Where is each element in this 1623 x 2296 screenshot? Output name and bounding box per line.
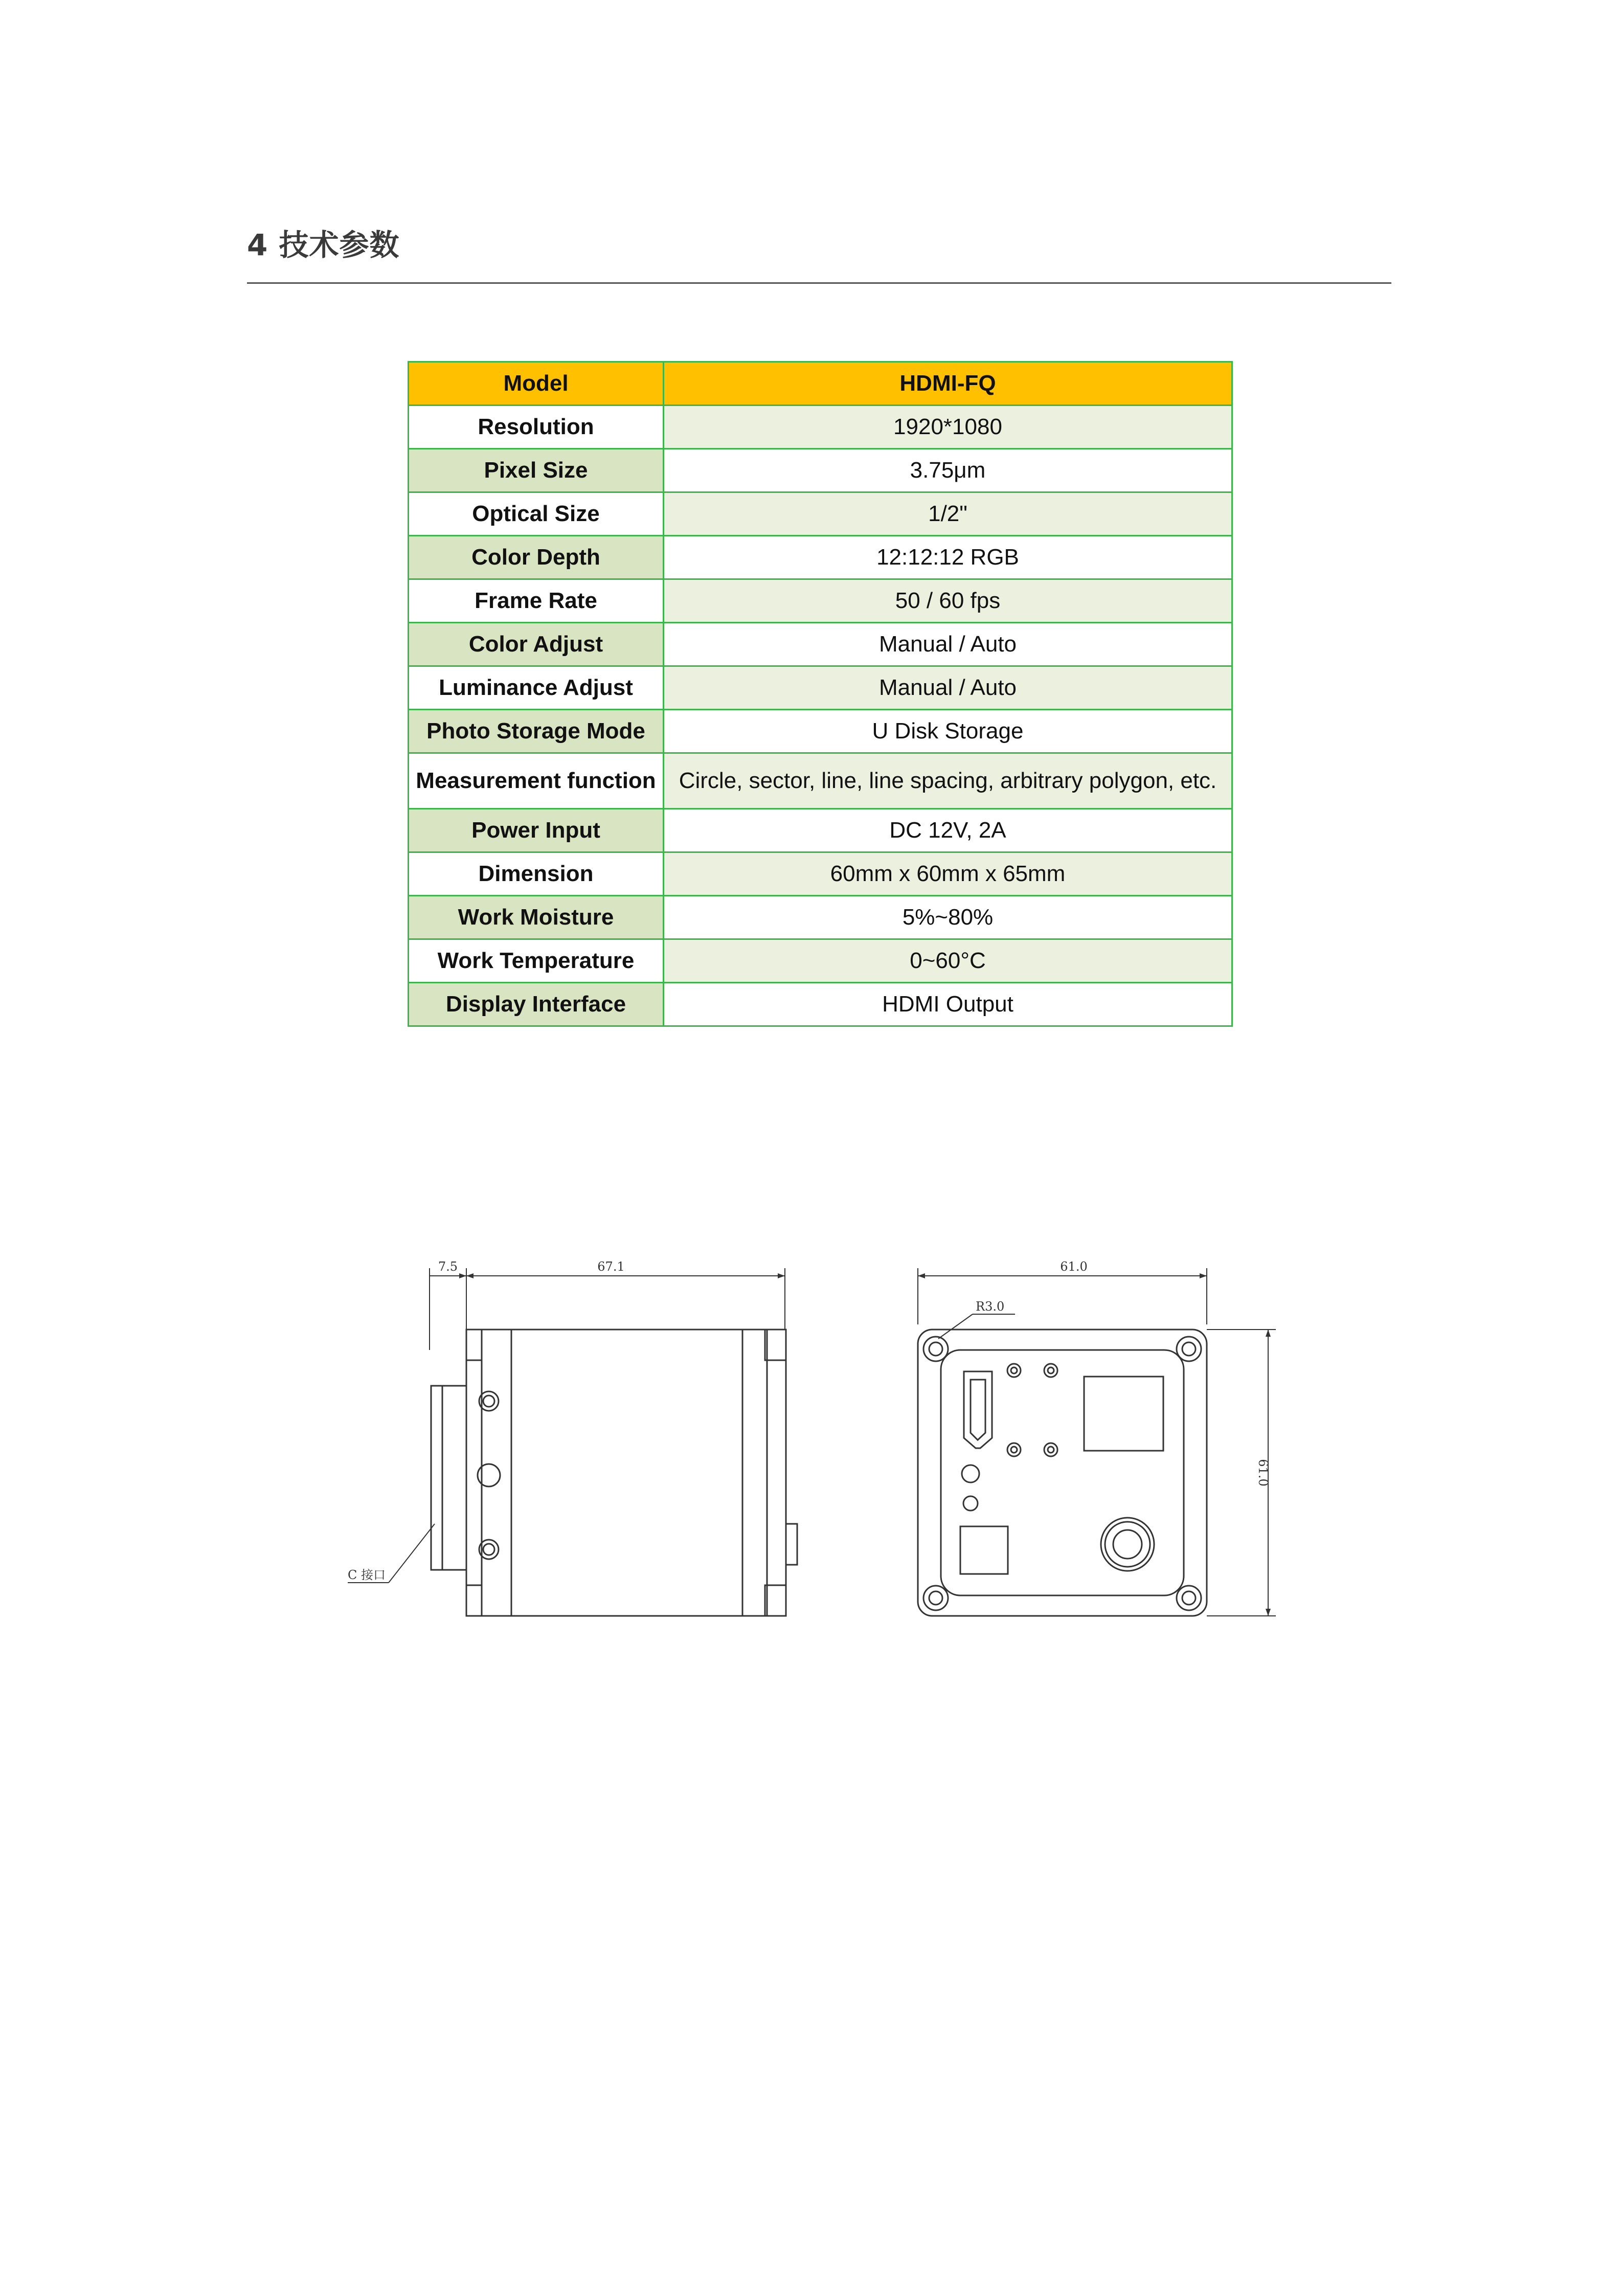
radius-label: R3.0 <box>976 1299 1005 1314</box>
dim-body-text: 67.1 <box>597 1259 625 1274</box>
table-row <box>409 896 1232 939</box>
row-value: DC 12V, 2A <box>664 809 1232 852</box>
row-value: 1920*1080 <box>664 406 1232 449</box>
row-value: 1/2" <box>664 492 1232 536</box>
row-value: Circle, sector, line, line spacing, arbitrary polygon, etc. <box>664 753 1232 809</box>
row-label: Photo Storage Mode <box>409 710 664 753</box>
table-row <box>409 753 1232 809</box>
side-view <box>348 1259 797 1616</box>
row-label: Resolution <box>409 406 664 449</box>
row-value: 60mm x 60mm x 65mm <box>664 852 1232 896</box>
row-label: Color Depth <box>409 536 664 579</box>
table-row <box>409 666 1232 710</box>
table-row <box>409 492 1232 536</box>
dim-width-text: 61.0 <box>1060 1259 1088 1274</box>
row-value: U Disk Storage <box>664 710 1232 753</box>
spec-table <box>408 361 1233 1027</box>
table-row <box>409 809 1232 852</box>
table-header-row <box>409 362 1232 406</box>
row-value: Manual / Auto <box>664 623 1232 666</box>
row-value: 3.75μm <box>664 449 1232 492</box>
row-value: Manual / Auto <box>664 666 1232 710</box>
row-label: Dimension <box>409 852 664 896</box>
row-label: Optical Size <box>409 492 664 536</box>
heading-rule <box>247 282 1391 284</box>
row-label: Display Interface <box>409 983 664 1026</box>
row-value: 5%~80% <box>664 896 1232 939</box>
mount-label: C 接口 <box>348 1568 386 1582</box>
row-label: Pixel Size <box>409 449 664 492</box>
header-value: HDMI-FQ <box>664 362 1232 406</box>
row-value: 50 / 60 fps <box>664 579 1232 623</box>
row-label: Work Temperature <box>409 939 664 983</box>
row-label: Frame Rate <box>409 579 664 623</box>
dim-flange-text: 7.5 <box>438 1259 458 1274</box>
rear-view <box>918 1259 1276 1616</box>
table-row <box>409 939 1232 983</box>
section-heading: 4 技术参数 <box>247 228 400 262</box>
row-label: Power Input <box>409 809 664 852</box>
table-row <box>409 449 1232 492</box>
row-value: 0~60°C <box>664 939 1232 983</box>
row-label: Measurement function <box>409 753 664 809</box>
table-row <box>409 406 1232 449</box>
dim-height-text: 61.0 <box>1256 1459 1270 1487</box>
row-label: Work Moisture <box>409 896 664 939</box>
table-row <box>409 579 1232 623</box>
dimension-drawing <box>327 1248 1350 1626</box>
table-row <box>409 623 1232 666</box>
header-label: Model <box>409 362 664 406</box>
table-row <box>409 983 1232 1026</box>
table-row <box>409 852 1232 896</box>
row-value: 12:12:12 RGB <box>664 536 1232 579</box>
row-label: Color Adjust <box>409 623 664 666</box>
row-label: Luminance Adjust <box>409 666 664 710</box>
row-value: HDMI Output <box>664 983 1232 1026</box>
table-row <box>409 710 1232 753</box>
table-row <box>409 536 1232 579</box>
